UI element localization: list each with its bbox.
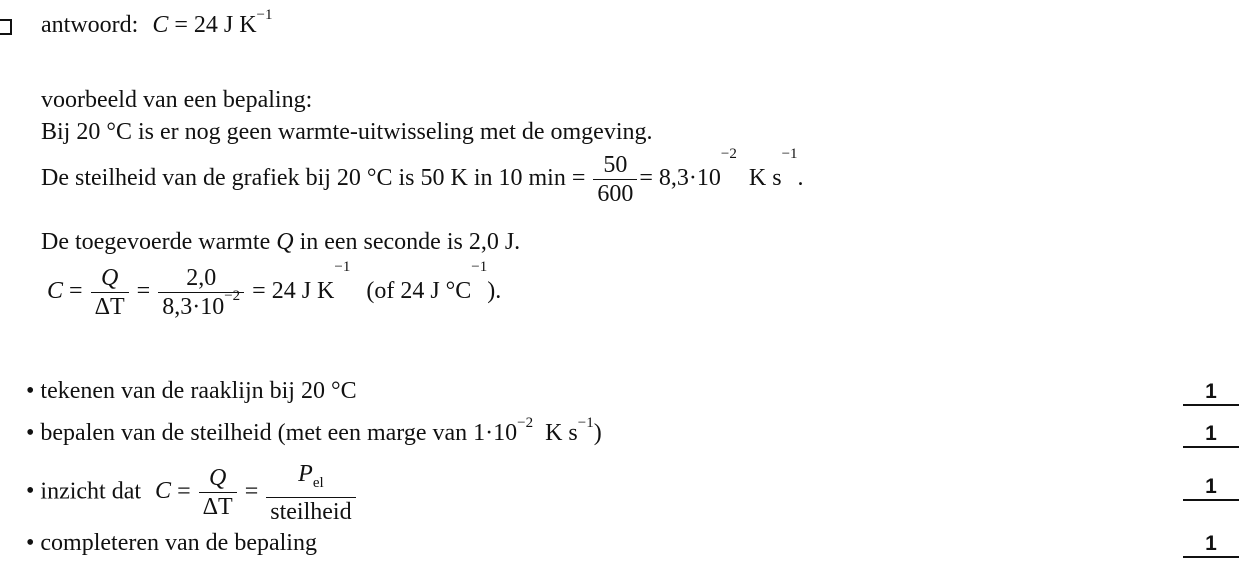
- formula-result-exponent: −1: [334, 259, 351, 275]
- steepness-fraction-den: 600: [597, 181, 634, 207]
- formula-alt-exponent: −1: [471, 259, 488, 275]
- criterion-3-f2-num: $P_{el}$: [266, 460, 355, 498]
- example-line-1: Bij 20 °C is er nog geen warmte-uitwisseling met de omgeving.: [41, 119, 653, 145]
- formula-result: = 24 J K: [252, 278, 335, 305]
- criterion-2-unit-exp: −1: [577, 415, 594, 431]
- answer-checkbox[interactable]: [0, 19, 12, 35]
- criterion-3-fraction-1: [199, 464, 237, 521]
- criterion-2-close: ): [593, 420, 602, 446]
- criterion-3-fraction-2: [266, 460, 355, 526]
- formula-fraction-1-num: Q: [91, 264, 129, 293]
- formula-alt-close: ).: [487, 278, 502, 305]
- criterion-3-f2-den: steilheid: [270, 498, 352, 525]
- formula-fraction-1-den: ΔT: [94, 294, 125, 320]
- heat-capacity-formula: C = $\frac{Q}{\Delta T}$ = $\frac{2,0}{8,3\cdot 10^{-2}}$ = 24 J $K^{-1}$ (of 24 J $^\circ C^{-1}$).: [47, 259, 502, 320]
- steepness-unit: K s: [748, 165, 782, 192]
- criterion-3-f1-num: Q: [199, 464, 237, 493]
- example-heading: voorbeeld van een bepaling:: [41, 87, 313, 113]
- formula-fraction-2-num: 2,0: [158, 264, 244, 293]
- answer-line: antwoord: C = 24 J $K^{-1}$: [41, 7, 273, 38]
- example-line-3: De toegevoerde warmte Q in een seconde is 2,0 J.: [41, 229, 521, 255]
- example-line-2: De steilheid van de grafiek bij 20 °C is 50 K in 10 min = $\frac{50}{600}$ = $8,3\cdot 10^{-2}$ K $s^{-1}$.: [41, 146, 804, 207]
- formula-fraction-1: [91, 264, 129, 321]
- steepness-fraction: [593, 151, 637, 208]
- criterion-1-points: 1: [1183, 381, 1239, 406]
- formula-alt: (of 24 J °C: [366, 278, 472, 305]
- criterion-3: • inzicht dat C = $\frac{Q}{\Delta T}$ = $\frac{P_{el}}{\text{steilheid}}$: [26, 460, 358, 526]
- criterion-2-points: 1: [1183, 423, 1239, 448]
- formula-fraction-2-den: $8,3\cdot 10^{-2}$: [162, 288, 241, 320]
- criterion-1: • tekenen van de raaklijn bij 20 °C: [26, 378, 357, 404]
- criterion-2-text: bepalen van de steilheid (met een marge van 1·10: [40, 420, 518, 446]
- steepness-unit-exponent: −1: [781, 146, 798, 162]
- criterion-2-exp: −2: [517, 415, 534, 431]
- criterion-2: • bepalen van de steilheid (met een marge van $1\cdot 10^{-2}$ K $s^{-1}$): [26, 415, 602, 446]
- criterion-3-points: 1: [1183, 476, 1239, 501]
- criterion-3-f1-den: ΔT: [202, 494, 233, 521]
- formula-fraction-2: [158, 264, 244, 321]
- steepness-result: = 8,3·10: [639, 165, 721, 192]
- criterion-1-text: tekenen van de raaklijn bij 20 °C: [40, 378, 357, 404]
- steepness-fraction-num: 50: [593, 151, 637, 180]
- criterion-4-text: completeren van de bepaling: [40, 530, 317, 556]
- answer-label: antwoord:: [41, 12, 139, 38]
- steepness-text: De steilheid van de grafiek bij 20 °C is 50 K in 10 min =: [41, 165, 586, 192]
- criterion-2-unit: K s: [545, 420, 578, 446]
- criterion-4-points: 1: [1183, 533, 1239, 558]
- steepness-exponent: −2: [720, 146, 737, 162]
- criterion-4: • completeren van de bepaling: [26, 530, 317, 556]
- criterion-3-text: inzicht dat: [40, 478, 142, 505]
